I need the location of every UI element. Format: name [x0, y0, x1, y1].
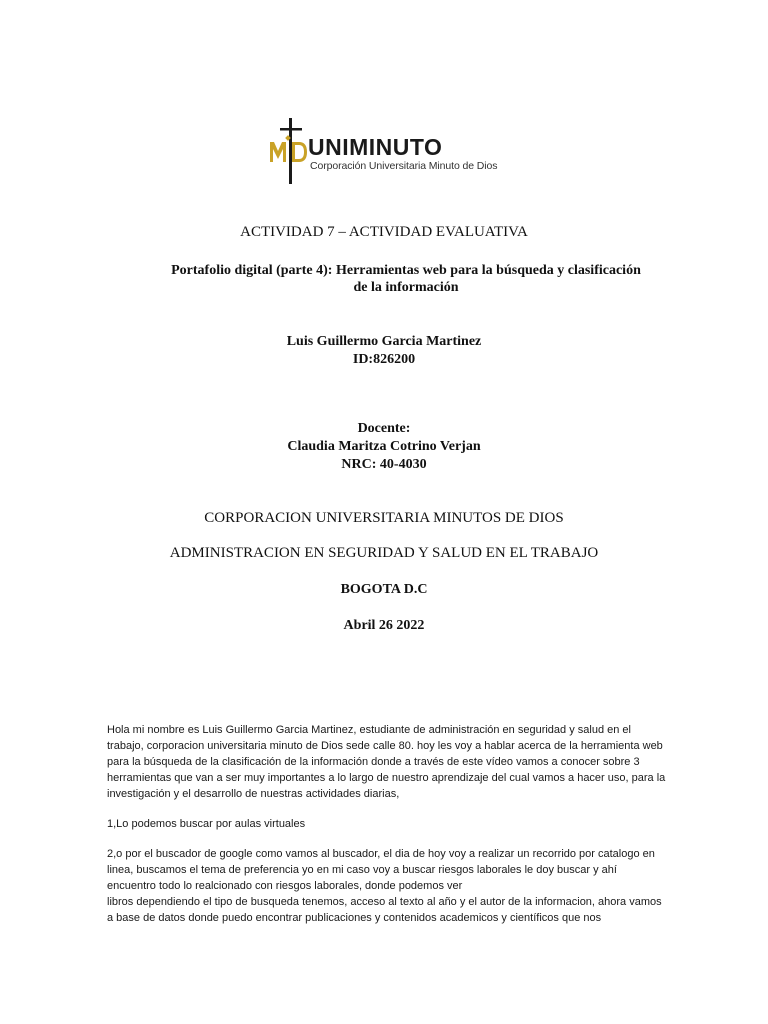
logo-brand-text: UNIMINUTO — [308, 134, 443, 160]
institution-name: CORPORACION UNIVERSITARIA MINUTOS DE DIOS — [204, 510, 564, 526]
paragraph-item-2 — [107, 846, 667, 926]
portfolio-title-line-1: Portafolio digital (parte 4): Herramientas web para la búsqueda y clasificación — [171, 263, 641, 278]
body-text — [107, 722, 667, 926]
city: BOGOTA D.C — [340, 582, 428, 597]
program-name: ADMINISTRACION EN SEGURIDAD Y SALUD EN EL TRABAJO — [169, 545, 599, 561]
teacher-name: Claudia Maritza Cotrino Verjan — [287, 439, 481, 454]
portfolio-title — [150, 262, 662, 296]
author-name: Luis Guillermo Garcia Martinez — [286, 334, 482, 349]
teacher-label: Docente: — [357, 421, 411, 436]
date: Abril 26 2022 — [343, 618, 425, 633]
paragraph-item-2-part-a: 2,o por el buscador de google como vamos al buscador, el dia de hoy voy a realizar un recorrido por catalogo en linea, buscamos el tema de preferencia yo en mi caso voy a buscar riesgos laborales le doy buscar y ahí encuentro todo lo realcionado con riesgos laborales, donde podemos ver — [107, 848, 655, 892]
author-id: ID:826200 — [352, 352, 416, 367]
portfolio-title-line-2: de la información — [353, 280, 459, 295]
paragraph-intro: Hola mi nombre es Luis Guillermo Garcia Martinez, estudiante de administración en seguridad y salud en el trabajo, corporacion universitaria minuto de Dios sede calle 80. hoy les voy a hablar acerca de la herramienta web para la búsqueda de la clasificación de la información donde a través de este vídeo vamos a conocer sobre 3 herramientas que van a ser muy importantes a lo largo de nuestro aprendizaje del cual vamos a hacer uso, para la investigación y el desarrollo de nuestras actividades diarias, — [107, 724, 666, 800]
paragraph-item-2-part-b: libros dependiendo el tipo de busqueda tenemos, acceso al texto al año y el autor de la informacion, ahora vamos a base de datos donde puedo encontrar publicaciones y contenidos academicos y científicos que nos — [107, 896, 662, 924]
paragraph-item-1: 1,Lo podemos buscar por aulas virtuales — [107, 818, 306, 830]
activity-title: ACTIVIDAD 7 – ACTIVIDAD EVALUATIVA — [240, 224, 528, 240]
uniminuto-logo — [262, 118, 512, 184]
author-block — [0, 333, 768, 369]
teacher-block — [0, 420, 768, 474]
logo-subtitle: Corporación Universitaria Minuto de Dios — [310, 160, 498, 172]
nrc-code: NRC: 40-4030 — [341, 457, 427, 472]
